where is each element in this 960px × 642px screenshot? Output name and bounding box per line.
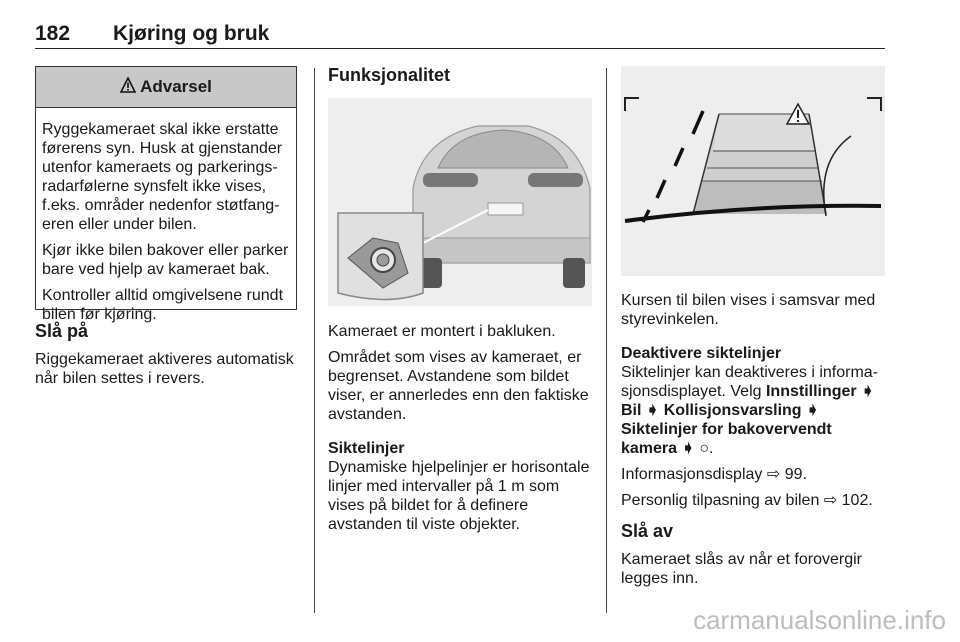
watermark: carmanualsonline.info <box>693 605 946 635</box>
warning-box <box>35 66 297 323</box>
column-3-text <box>621 291 887 588</box>
warning-paragraph: Kontroller alltid omgivelsene rundt bilen før kjøring. <box>42 287 284 323</box>
column-2-text <box>328 322 593 534</box>
heading-sla-av: Slå av <box>621 521 674 541</box>
body-text: Området som vises av kameraet, er begrenset. Avstandene som bildet viser, er annerledes enn den faktiske avstanden. <box>328 349 589 423</box>
heading-funksjonalitet: Funksjonalitet <box>328 65 451 85</box>
body-text: Kameraet slås av når et forovergir legges inn. <box>621 551 862 587</box>
subheading-siktelinjer: Siktelinjer <box>328 440 405 457</box>
camera-display-illustration <box>621 66 885 276</box>
heading-sla-pa: Slå på <box>35 321 89 341</box>
subheading-deaktivere: Deaktivere siktelinjer <box>621 345 782 362</box>
xref-personalisation[interactable]: Personlig tilpasning av bilen ⇨ 102. <box>621 492 873 509</box>
body-text: Dynamiske hjelpelinjer er horisontale linjer med intervaller på 1 m som vises på bildet for å definere avstanden til viste objekter. <box>328 459 590 533</box>
column-1-lower <box>35 322 297 388</box>
body-text-start: Siktelinjer kan deaktiveres i informa-sjonsdisplayet. Velg <box>621 364 878 400</box>
body-text: Kursen til bilen vises i samsvar med styrevinkelen. <box>621 292 876 328</box>
warning-title: Advarsel <box>140 77 212 96</box>
page-number: 182 <box>35 22 71 45</box>
body-text: Riggekameraet aktiveres automatisk når bilen settes i revers. <box>35 351 294 387</box>
column-2-top <box>328 66 593 85</box>
rear-camera-illustration <box>328 98 592 306</box>
column-divider <box>314 68 315 613</box>
body-text: Kameraet er montert i bakluken. <box>328 323 556 340</box>
warning-paragraph: Kjør ikke bilen bakover eller parker bare ved hjelp av kameraet bak. <box>42 242 289 278</box>
warning-paragraph: Ryggekameraet skal ikke erstatte førerens syn. Husk at gjenstander utenfor kameraets og parkerings-radarfølerne synsfelt ikke vises, f.eks. områder nedenfor støtfang-eren eller under bilen. <box>42 121 283 233</box>
section-title: Kjøring og bruk <box>113 22 270 45</box>
xref-infodisplay[interactable]: Informasjonsdisplay ⇨ 99. <box>621 466 807 483</box>
body-text <box>621 363 887 458</box>
menu-path: Innstillinger ➧ Bil ➧ Kollisjonsvarsling ➧ Siktelinjer for bakovervendt kamera ➧ ○ <box>621 383 875 457</box>
column-divider <box>606 68 607 613</box>
warning-header <box>36 67 296 108</box>
page-header <box>35 22 885 49</box>
warning-icon <box>120 77 136 98</box>
body-text-end: . <box>709 440 714 457</box>
